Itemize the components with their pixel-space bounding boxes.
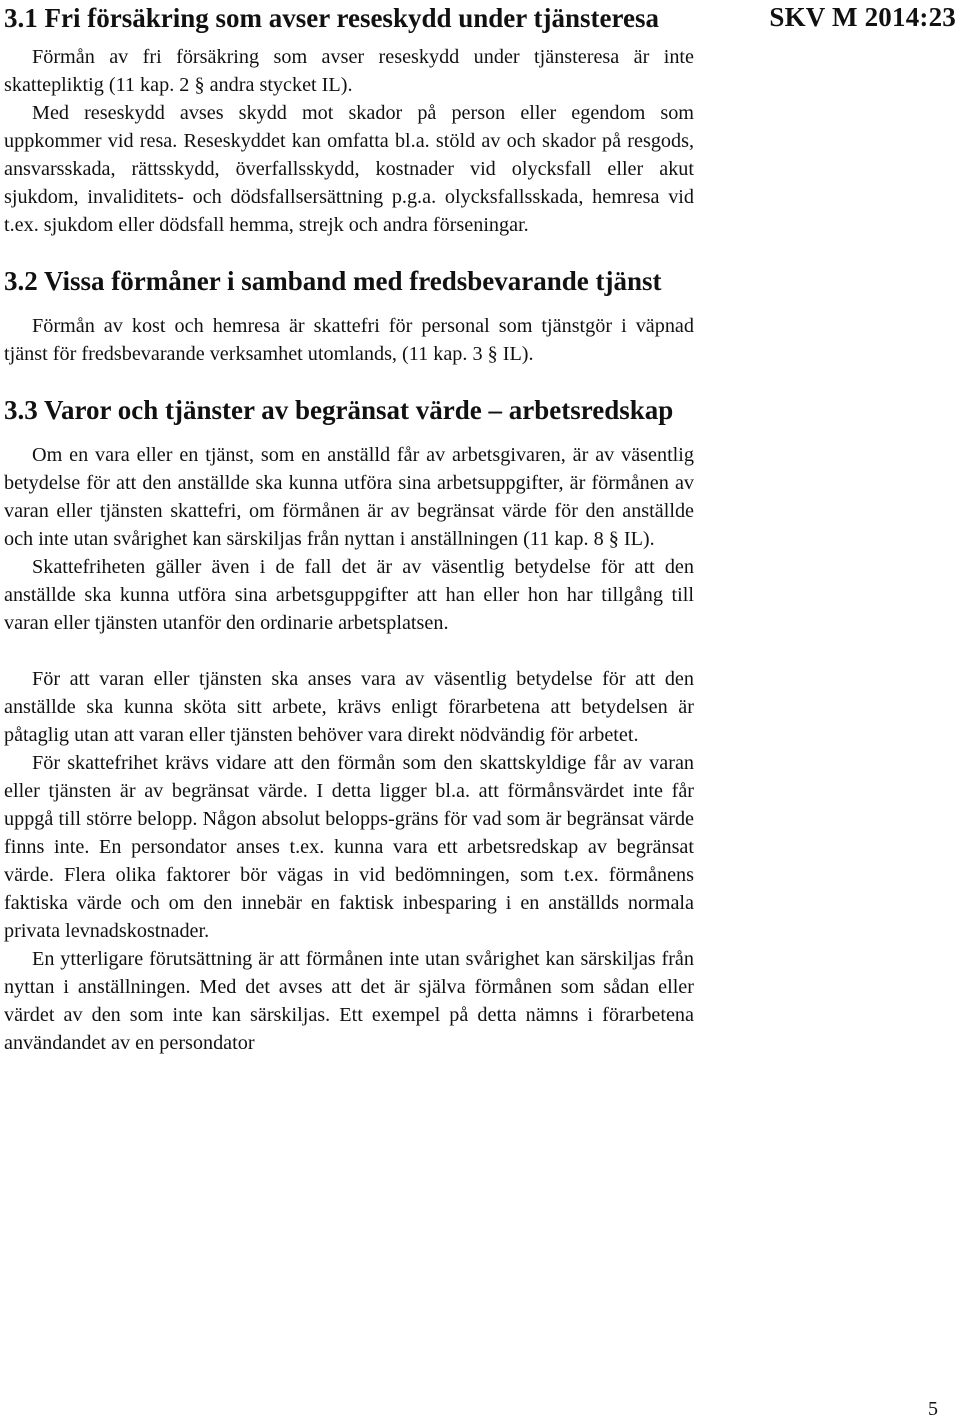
page-content <box>4 0 694 1057</box>
paragraph: Förmån av kost och hemresa är skattefri för personal som tjänstgör i väpnad tjänst för fredsbevarande verksamhet utomlands, (11 kap. 3 § IL). <box>4 315 694 365</box>
paragraph: Med reseskydd avses skydd mot skador på person eller egendom som uppkommer vid resa. Reseskyddet kan omfatta bl.a. stöld av och skador på resgods, ansvarsskada, rättsskydd, överfallsskydd, kostnader vid olycksfall eller akut sjukdom, invaliditets- och dödsfallsersättning p.g.a. olycksfallsskada, hemresa vid t.ex. sjukdom eller dödsfall hemma, strejk och andra förseningar. <box>4 102 694 236</box>
document-code: SKV M 2014:23 <box>769 2 956 32</box>
paragraph: För skattefrihet krävs vidare att den förmån som den skattskyldige får av varan eller tjänsten är av begränsat värde. I detta ligger bl.a. att förmånsvärdet inte får uppgå till större belopp. Någon absolut belopps-gräns för vad som är begränsat värde finns inte. En persondator anses t.ex. kunna vara ett arbetsredskap av begränsat värde. Flera olika faktorer bör vägas in vid bedömningen, som t.ex. förmånens faktiska värde och om den innebär en faktisk inbesparing i en anställds normala privata levnadskostnader. <box>4 752 694 942</box>
paragraph: Skattefriheten gäller även i de fall det är av väsentlig betydelse för att den anställde ska kunna utföra sina arbetsguppgifter att han eller hon har tillgång till varan eller tjänsten utanför den ordinarie arbetsplatsen. <box>4 556 694 634</box>
paragraph: För att varan eller tjänsten ska anses vara av väsentlig betydelse för att den anställde ska kunna sköta sitt arbete, krävs enligt förarbetena att betydelsen är påtaglig utan att varan eller tjänsten behöver vara direkt nödvändig för arbetet. <box>4 668 694 746</box>
section-heading-3-1: 3.1 Fri försäkring som avser reseskydd under tjänsteresa <box>4 3 659 33</box>
page-number: 5 <box>928 1398 938 1420</box>
paragraph: En ytterligare förutsättning är att förmånen inte utan svårighet kan särskiljas från nyttan i anställningen. Med det avses att det är själva förmånen som sådan eller värdet av den som inte kan särskiljas. Ett exempel på detta nämns i förarbetena användandet av en persondator <box>4 948 694 1054</box>
section-heading-3-3: 3.3 Varor och tjänster av begränsat värde – arbetsredskap <box>4 395 674 425</box>
section-heading-3-2: 3.2 Vissa förmåner i samband med fredsbevarande tjänst <box>4 266 662 296</box>
paragraph: Förmån av fri försäkring som avser reseskydd under tjänsteresa är inte skattepliktig (11 kap. 2 § andra stycket IL). <box>4 46 694 96</box>
paragraph: Om en vara eller en tjänst, som en anställd får av arbetsgivaren, är av väsentlig betydelse för att den anställde ska kunna utföra sina arbetsuppgifter, är förmånen av varan eller tjänsten skattefri, om förmånen är av begränsat värde för den anställde och inte utan svårighet kan särskiljas från nyttan i anställningen (11 kap. 8 § IL). <box>4 444 694 550</box>
